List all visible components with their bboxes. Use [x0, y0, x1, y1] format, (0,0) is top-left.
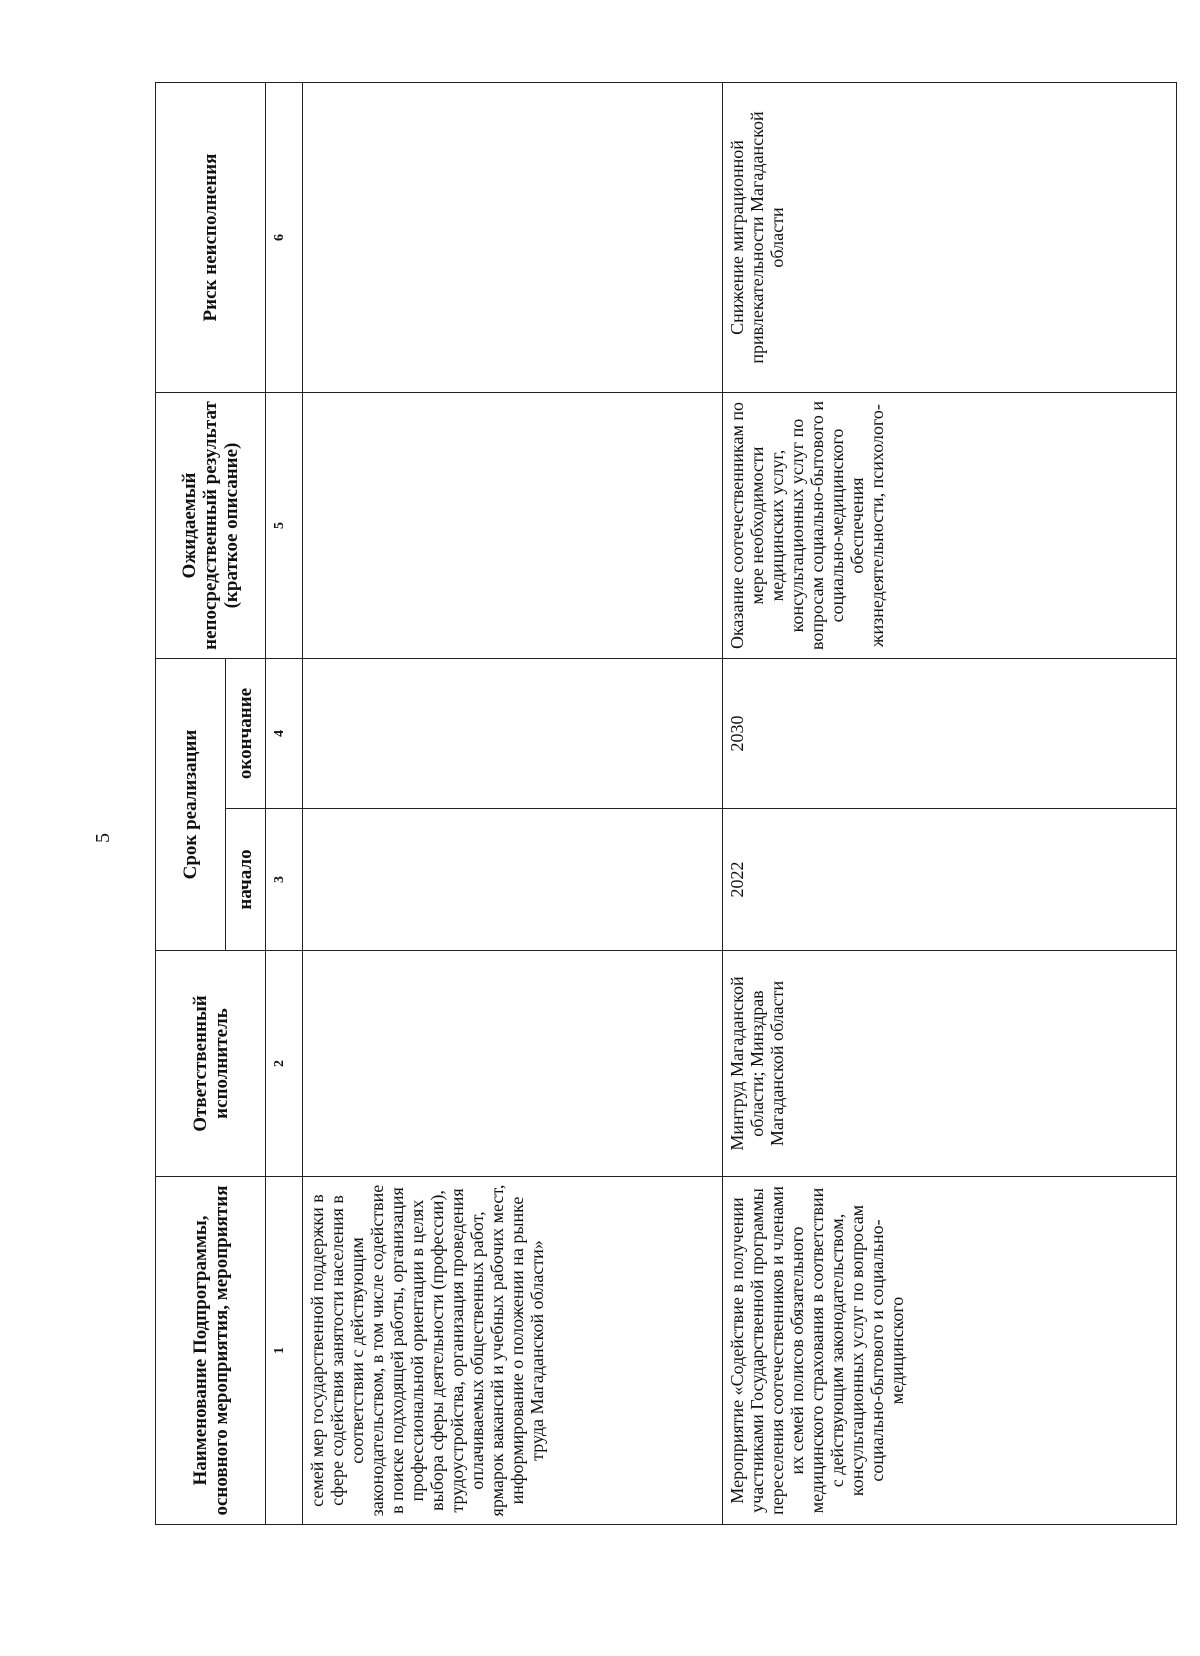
column-number: 6 — [266, 83, 303, 393]
table-row — [723, 83, 1177, 1525]
cell-name: семей мер государственной поддержки в сфере содействия занятости населения в соответствии с действующим законодательством, в том числе содействие в поиске подходящей работы, организация профессиональной ориентации в целях выбора сферы деятельности (профессии), трудоустройства, организация проведения оплачиваемых общественных работ, ярмарок вакансий и учебных рабочих мест, информирование о положении на рынке труда Магаданской области» — [303, 1177, 723, 1525]
header-risk: Риск неисполнения — [156, 83, 266, 393]
column-number-row — [266, 83, 303, 1525]
column-number: 4 — [266, 659, 303, 809]
header-name: Наименование Подпрограммы, основного мероприятия, мероприятия — [156, 1177, 266, 1525]
header-start: начало — [226, 809, 266, 951]
cell-name: Мероприятие «Содействие в получении участниками Государственной программы переселения соотечественников и членами их семей полисов обязательного медицинского страхования в соответствии с действующим законодательством, консультационных услуг по вопросам социально-бытового и социально-медицинского — [723, 1177, 1177, 1525]
cell-risk — [303, 83, 723, 393]
cell-start — [303, 809, 723, 951]
cell-end: 2030 — [723, 659, 1177, 809]
table-container — [155, 83, 1177, 1525]
cell-executor — [303, 951, 723, 1177]
cell-risk: Снижение миграционной привлекательности Магаданской области — [723, 83, 1177, 393]
header-executor: Ответственный исполнитель — [156, 951, 266, 1177]
header-result: Ожидаемый непосредственный результат (краткое описание) — [156, 393, 266, 659]
column-number: 1 — [266, 1177, 303, 1525]
table-row — [303, 83, 723, 1525]
header-row — [156, 83, 226, 1525]
column-number: 3 — [266, 809, 303, 951]
cell-result: Оказание соотечественникам по мере необходимости медицинских услуг, консультационных услуг по вопросам социально-бытового и социально-медицинского обеспечения жизнедеятельности, психолого- — [723, 393, 1177, 659]
program-table — [155, 82, 1177, 1525]
column-number: 2 — [266, 951, 303, 1177]
header-end: окончание — [226, 659, 266, 809]
header-period: Срок реализации — [156, 659, 226, 951]
cell-start: 2022 — [723, 809, 1177, 951]
column-number: 5 — [266, 393, 303, 659]
cell-result — [303, 393, 723, 659]
cell-executor: Минтруд Магаданской области; Минздрав Магаданской области — [723, 951, 1177, 1177]
cell-end — [303, 659, 723, 809]
page-number: 5 — [92, 833, 114, 843]
